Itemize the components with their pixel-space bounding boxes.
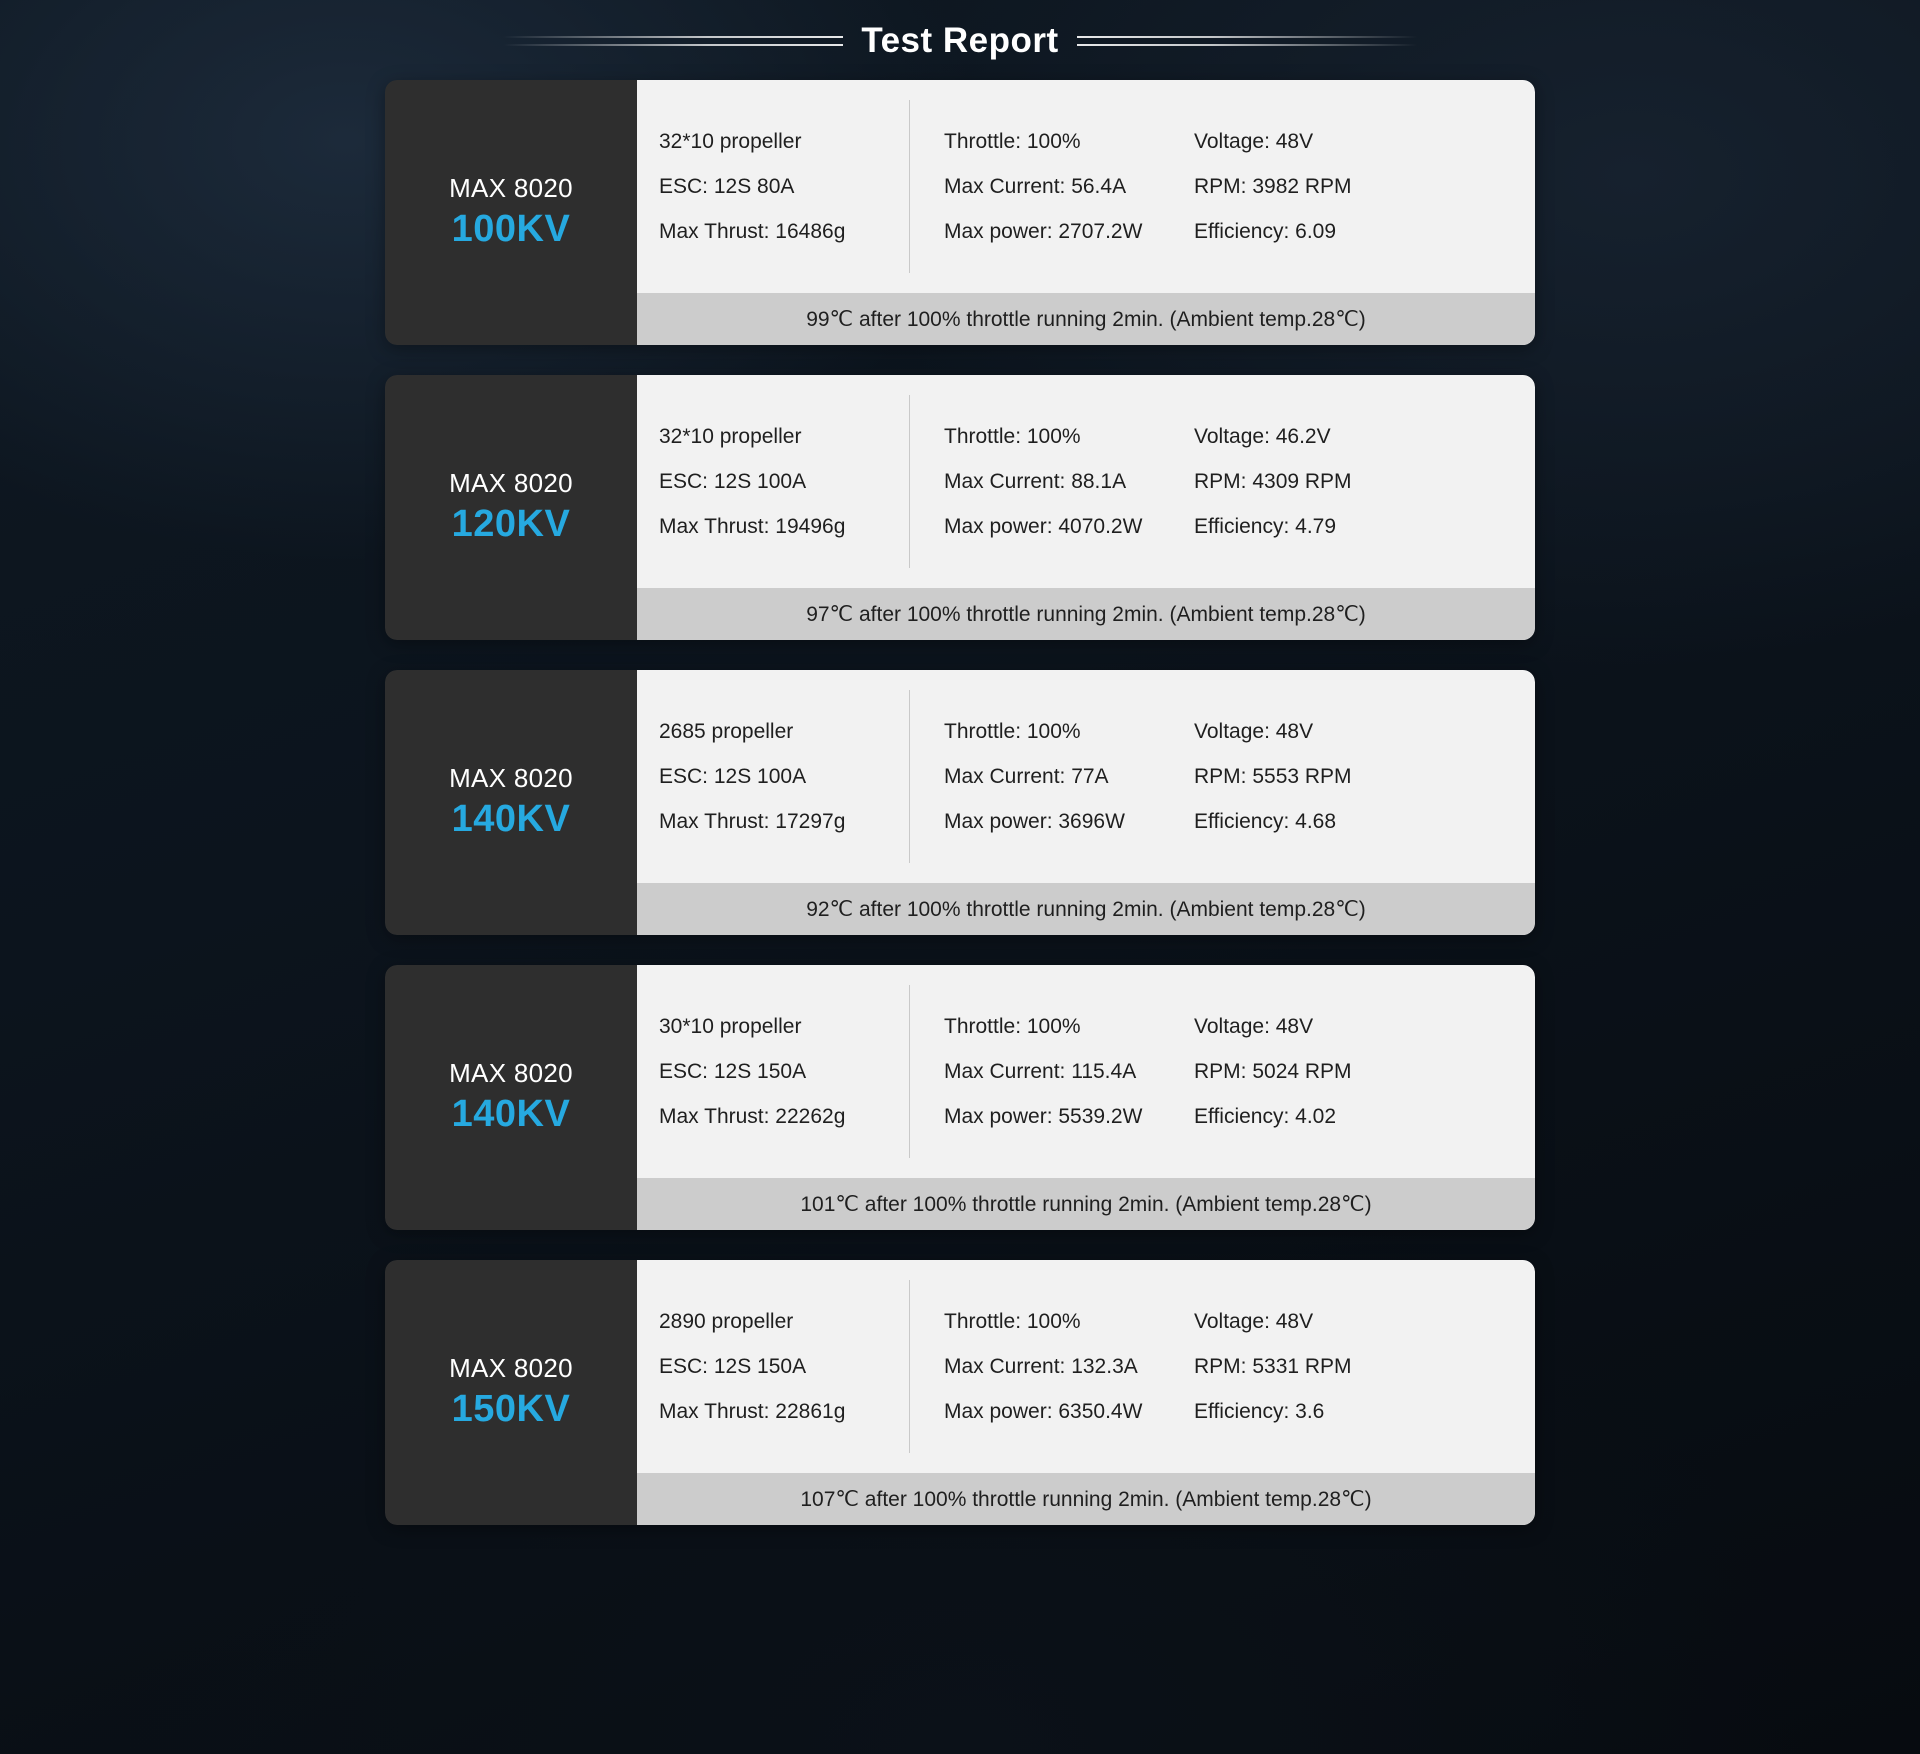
test-report-card bbox=[385, 670, 1535, 935]
spec-column-power bbox=[910, 1015, 1172, 1129]
spec-max-thrust: Max Thrust: 22861g bbox=[659, 1399, 846, 1423]
spec-max-current: Max Current: 77A bbox=[944, 764, 1109, 788]
spec-throttle: Throttle: 100% bbox=[944, 129, 1081, 153]
title-wrap bbox=[0, 21, 1920, 61]
test-report-card bbox=[385, 965, 1535, 1230]
model-kv: 120KV bbox=[451, 503, 571, 546]
spec-throttle: Throttle: 100% bbox=[944, 1309, 1081, 1333]
spec-propeller: 2685 propeller bbox=[659, 719, 794, 743]
spec-columns bbox=[637, 965, 1535, 1178]
spec-rpm: RPM: 5024 RPM bbox=[1194, 1059, 1352, 1083]
temperature-note: 99℃ after 100% throttle running 2min. (Ambient temp.28℃) bbox=[637, 293, 1535, 345]
model-name: MAX 8020 bbox=[449, 1058, 573, 1089]
card-spec-panel bbox=[637, 670, 1535, 935]
spec-throttle: Throttle: 100% bbox=[944, 1014, 1081, 1038]
test-report-card bbox=[385, 1260, 1535, 1525]
spec-max-current: Max Current: 115.4A bbox=[944, 1059, 1137, 1083]
spec-max-current: Max Current: 132.3A bbox=[944, 1354, 1138, 1378]
spec-columns bbox=[637, 670, 1535, 883]
spec-column-power bbox=[910, 720, 1172, 834]
spec-voltage: Voltage: 46.2V bbox=[1194, 424, 1331, 448]
page-title: Test Report bbox=[861, 21, 1059, 60]
report-header bbox=[0, 0, 1920, 72]
test-report-card bbox=[385, 80, 1535, 345]
model-name: MAX 8020 bbox=[449, 468, 573, 499]
spec-column-setup bbox=[659, 425, 909, 539]
spec-efficiency: Efficiency: 4.02 bbox=[1194, 1104, 1337, 1128]
spec-max-power: Max power: 4070.2W bbox=[944, 514, 1143, 538]
spec-columns bbox=[637, 375, 1535, 588]
card-spec-panel bbox=[637, 1260, 1535, 1525]
spec-column-output bbox=[1172, 130, 1412, 244]
spec-efficiency: Efficiency: 3.6 bbox=[1194, 1399, 1325, 1423]
spec-rpm: RPM: 5331 RPM bbox=[1194, 1354, 1352, 1378]
spec-columns bbox=[637, 80, 1535, 293]
spec-column-output bbox=[1172, 1310, 1412, 1424]
temperature-note: 92℃ after 100% throttle running 2min. (Ambient temp.28℃) bbox=[637, 883, 1535, 935]
test-report-card-list bbox=[0, 80, 1920, 1525]
spec-esc: ESC: 12S 150A bbox=[659, 1354, 807, 1378]
model-name: MAX 8020 bbox=[449, 1353, 573, 1384]
spec-throttle: Throttle: 100% bbox=[944, 719, 1081, 743]
spec-voltage: Voltage: 48V bbox=[1194, 1309, 1314, 1333]
title-rule-left bbox=[503, 32, 843, 50]
card-spec-panel bbox=[637, 375, 1535, 640]
temperature-note: 107℃ after 100% throttle running 2min. (Ambient temp.28℃) bbox=[637, 1473, 1535, 1525]
spec-efficiency: Efficiency: 6.09 bbox=[1194, 219, 1337, 243]
card-model-panel bbox=[385, 80, 637, 345]
card-model-panel bbox=[385, 1260, 637, 1525]
spec-throttle: Throttle: 100% bbox=[944, 424, 1081, 448]
spec-max-power: Max power: 6350.4W bbox=[944, 1399, 1143, 1423]
spec-column-power bbox=[910, 1310, 1172, 1424]
card-model-panel bbox=[385, 375, 637, 640]
spec-column-setup bbox=[659, 1310, 909, 1424]
spec-max-current: Max Current: 88.1A bbox=[944, 469, 1127, 493]
model-kv: 100KV bbox=[451, 208, 571, 251]
spec-max-thrust: Max Thrust: 16486g bbox=[659, 219, 846, 243]
card-model-panel bbox=[385, 670, 637, 935]
spec-max-current: Max Current: 56.4A bbox=[944, 174, 1127, 198]
spec-propeller: 32*10 propeller bbox=[659, 129, 802, 153]
spec-column-output bbox=[1172, 425, 1412, 539]
model-name: MAX 8020 bbox=[449, 763, 573, 794]
spec-voltage: Voltage: 48V bbox=[1194, 719, 1314, 743]
spec-max-thrust: Max Thrust: 19496g bbox=[659, 514, 846, 538]
spec-max-thrust: Max Thrust: 17297g bbox=[659, 809, 846, 833]
spec-esc: ESC: 12S 80A bbox=[659, 174, 795, 198]
spec-efficiency: Efficiency: 4.79 bbox=[1194, 514, 1337, 538]
spec-voltage: Voltage: 48V bbox=[1194, 1014, 1314, 1038]
spec-rpm: RPM: 4309 RPM bbox=[1194, 469, 1352, 493]
spec-column-setup bbox=[659, 720, 909, 834]
spec-esc: ESC: 12S 150A bbox=[659, 1059, 807, 1083]
spec-column-setup bbox=[659, 130, 909, 244]
model-kv: 140KV bbox=[451, 1093, 571, 1136]
spec-column-power bbox=[910, 130, 1172, 244]
spec-max-thrust: Max Thrust: 22262g bbox=[659, 1104, 846, 1128]
spec-column-power bbox=[910, 425, 1172, 539]
spec-rpm: RPM: 5553 RPM bbox=[1194, 764, 1352, 788]
spec-voltage: Voltage: 48V bbox=[1194, 129, 1314, 153]
spec-column-output bbox=[1172, 1015, 1412, 1129]
card-model-panel bbox=[385, 965, 637, 1230]
spec-propeller: 30*10 propeller bbox=[659, 1014, 802, 1038]
spec-max-power: Max power: 2707.2W bbox=[944, 219, 1143, 243]
temperature-note: 97℃ after 100% throttle running 2min. (Ambient temp.28℃) bbox=[637, 588, 1535, 640]
spec-rpm: RPM: 3982 RPM bbox=[1194, 174, 1352, 198]
card-spec-panel bbox=[637, 80, 1535, 345]
model-kv: 140KV bbox=[451, 798, 571, 841]
spec-max-power: Max power: 5539.2W bbox=[944, 1104, 1143, 1128]
spec-propeller: 2890 propeller bbox=[659, 1309, 794, 1333]
spec-max-power: Max power: 3696W bbox=[944, 809, 1125, 833]
temperature-note: 101℃ after 100% throttle running 2min. (Ambient temp.28℃) bbox=[637, 1178, 1535, 1230]
spec-esc: ESC: 12S 100A bbox=[659, 469, 807, 493]
spec-columns bbox=[637, 1260, 1535, 1473]
spec-column-output bbox=[1172, 720, 1412, 834]
card-spec-panel bbox=[637, 965, 1535, 1230]
spec-esc: ESC: 12S 100A bbox=[659, 764, 807, 788]
test-report-card bbox=[385, 375, 1535, 640]
spec-propeller: 32*10 propeller bbox=[659, 424, 802, 448]
title-rule-right bbox=[1077, 32, 1417, 50]
model-name: MAX 8020 bbox=[449, 173, 573, 204]
spec-column-setup bbox=[659, 1015, 909, 1129]
model-kv: 150KV bbox=[451, 1388, 571, 1431]
spec-efficiency: Efficiency: 4.68 bbox=[1194, 809, 1337, 833]
